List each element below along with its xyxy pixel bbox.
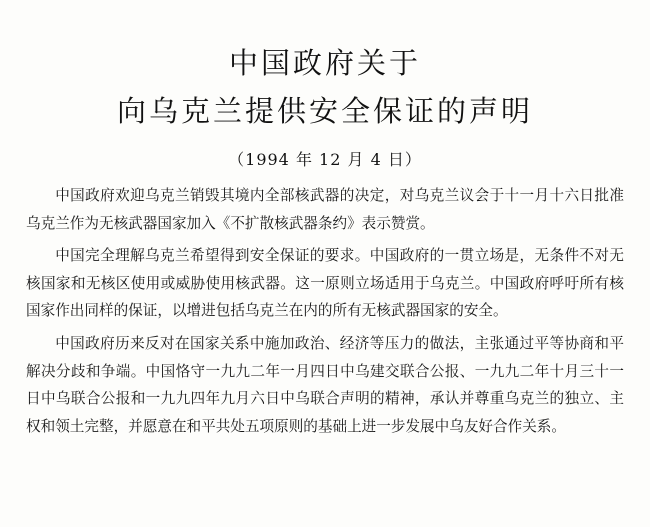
- paragraph-2: 中国完全理解乌克兰希望得到安全保证的要求。中国政府的一贯立场是，无条件不对无核国家和无核区使用或威胁使用核武器。这一原则立场适用于乌克兰。中国政府呼吁所有核国家作出同样的保证，以增进包括乌克兰在内的所有无核武器国家的安全。: [26, 247, 624, 320]
- paragraph-3: 中国政府历来反对在国家关系中施加政治、经济等压力的做法，主张通过平等协商和平解决分歧和争端。中国恪守一九九二年一月四日中乌建交联合公报、一九九二年十月三十一日中乌联合公报和一九九四年九月六日中乌联合声明的精神，承认并尊重乌克兰的独立、主权和领土完整，并愿意在和平共处五项原则的基础上进一步发展中乌友好合作关系。: [26, 334, 624, 435]
- document-title-line-1: 中国政府关于: [228, 46, 421, 80]
- document-title-line-2: 向乌克兰提供安全保证的声明: [116, 94, 533, 128]
- document-date: （1994 年 12 月 4 日）: [228, 150, 422, 169]
- document-body: [26, 182, 624, 445]
- paragraph-1: 中国政府欢迎乌克兰销毁其境内全部核武器的决定，对乌克兰议会于十一月十六日批准乌克兰作为无核武器国家加入《不扩散核武器条约》表示赞赏。: [26, 187, 624, 232]
